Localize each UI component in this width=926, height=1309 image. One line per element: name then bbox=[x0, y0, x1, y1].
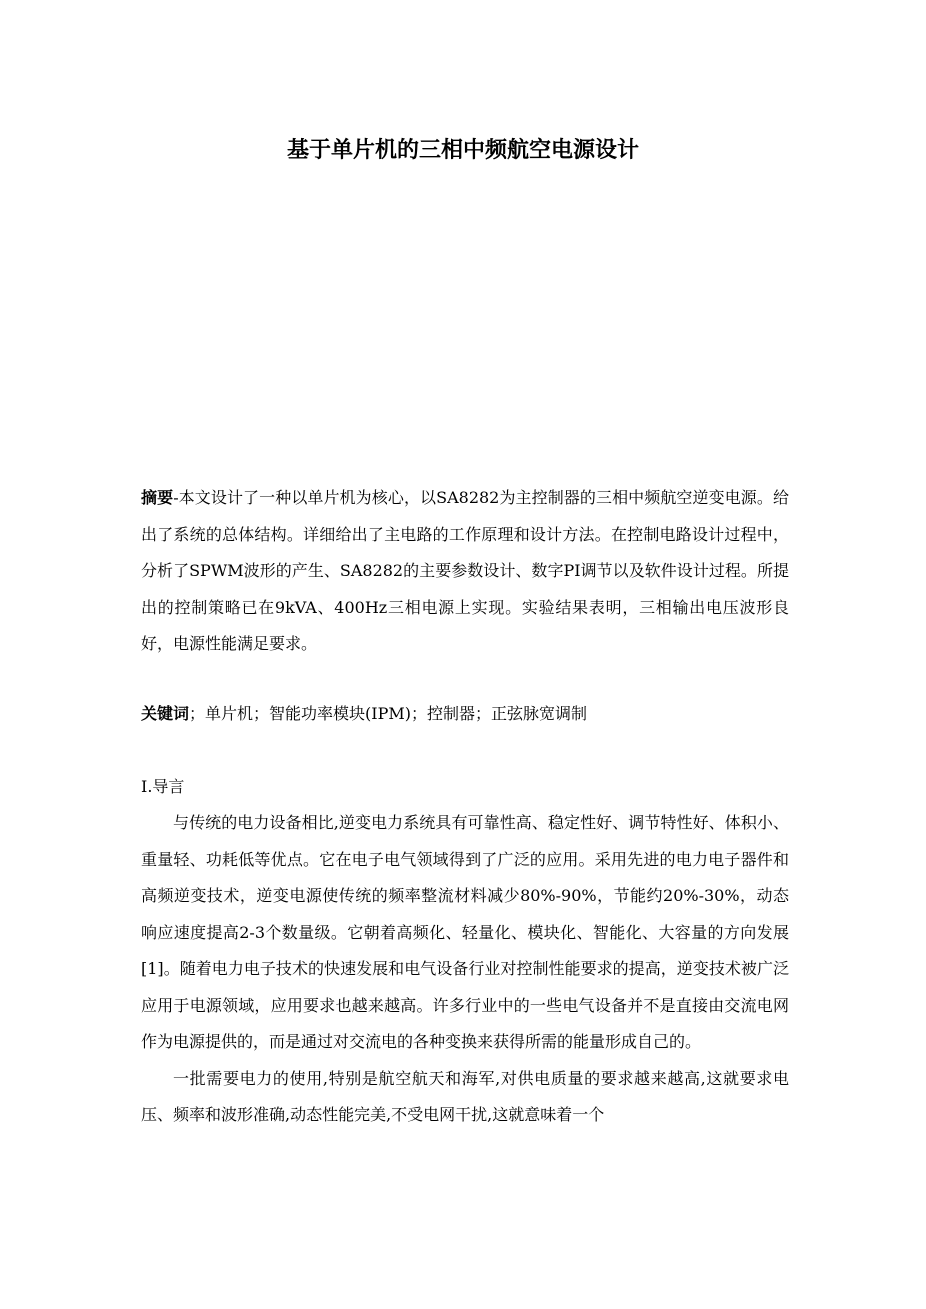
abstract-section bbox=[141, 480, 789, 663]
keywords-text: ；单片机；智能功率模块(IPM)；控制器；正弦脉宽调制 bbox=[189, 704, 587, 723]
section-heading: I.导言 bbox=[141, 777, 185, 796]
abstract-text: -本文设计了一种以单片机为核心，以SA8282为主控制器的三相中频航空逆变电源。给出了系统的总体结构。详细给出了主电路的工作原理和设计方法。在控制电路设计过程中，分析了SPWM波形的产生、SA8282的主要参数设计、数字PI调节以及软件设计过程。所提出的控制策略已在9kVA、400Hz三相电源上实现。实验结果表明，三相输出电压波形良好，电源性能满足要求。 bbox=[141, 488, 789, 653]
paper-title: 基于单片机的三相中频航空电源设计 bbox=[286, 138, 639, 163]
keywords-label: 关键词 bbox=[141, 704, 190, 723]
keywords-section bbox=[141, 696, 789, 733]
abstract-label: 摘要 bbox=[141, 488, 174, 507]
section-body bbox=[141, 805, 789, 1134]
body-paragraph: 一批需要电力的使用,特别是航空航天和海军,对供电质量的要求越来越高,这就要求电压、频率和波形准确,动态性能完美,不受电网干扰,这就意味着一个 bbox=[141, 1068, 789, 1124]
body-paragraph: 与传统的电力设备相比,逆变电力系统具有可靠性高、稳定性好、调节特性好、体积小、重量轻、功耗低等优点。它在电子电气领域得到了广泛的应用。采用先进的电力电子器件和高频逆变技术，逆变电源使传统的频率整流材料减少80%-90%，节能约20%-30%，动态响应速度提高2-3个数量级。它朝着高频化、轻量化、模块化、智能化、大容量的方向发展[1]。随着电力电子技术的快速发展和电气设备行业对控制性能要求的提高，逆变技术被广泛应用于电源领域，应用要求也越来越高。许多行业中的一些电气设备并不是直接由交流电网作为电源提供的，而是通过对交流电的各种变换来获得所需的能量形成自己的。 bbox=[141, 813, 789, 1051]
